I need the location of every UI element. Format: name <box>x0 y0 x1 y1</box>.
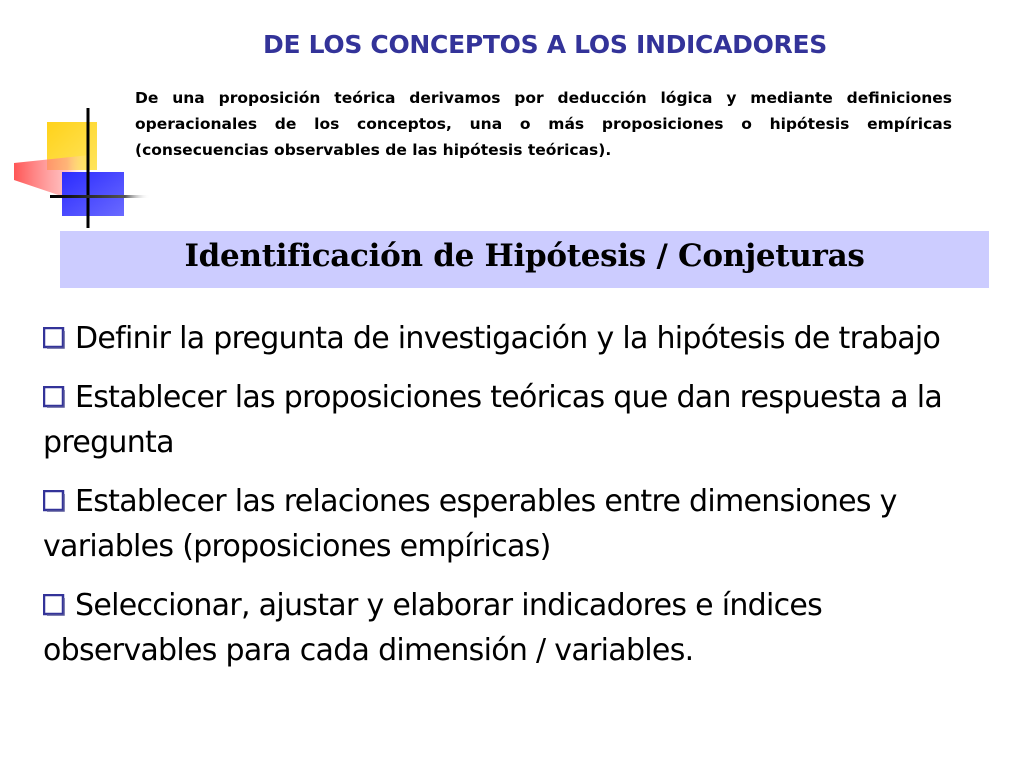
bullet-text: Definir la pregunta de investigación y la hipótesis de trabajo <box>75 321 941 356</box>
decor-horizontal-line <box>50 195 150 198</box>
hollow-square-bullet-icon <box>43 584 65 606</box>
bullet-item <box>43 316 983 361</box>
bullet-item <box>43 375 983 465</box>
hollow-square-bullet-icon <box>43 480 65 502</box>
intro-paragraph: De una proposición teórica derivamos por deducción lógica y mediante definiciones operacionales de los conceptos, una o más proposiciones o hipótesis empíricas (consecuencias observables de las hipótesis teóricas). <box>135 89 952 159</box>
bullet-text: Establecer las proposiciones teóricas que dan respuesta a la pregunta <box>43 380 943 460</box>
hollow-square-bullet-icon <box>43 317 65 339</box>
bullet-item <box>43 479 983 569</box>
hollow-square-bullet-icon <box>43 376 65 398</box>
section-banner-title: Identificación de Hipótesis / Conjeturas <box>184 238 865 274</box>
slide-title: DE LOS CONCEPTOS A LOS INDICADORES <box>263 30 827 59</box>
decorative-squares-graphic <box>0 0 150 240</box>
bullet-item <box>43 583 983 673</box>
bullet-text: Establecer las relaciones esperables entre dimensiones y variables (proposiciones empíricas) <box>43 484 897 564</box>
bullet-text: Seleccionar, ajustar y elaborar indicadores e índices observables para cada dimensión / variables. <box>43 588 823 668</box>
bullet-list <box>43 316 983 687</box>
decor-blue-square <box>62 172 124 216</box>
